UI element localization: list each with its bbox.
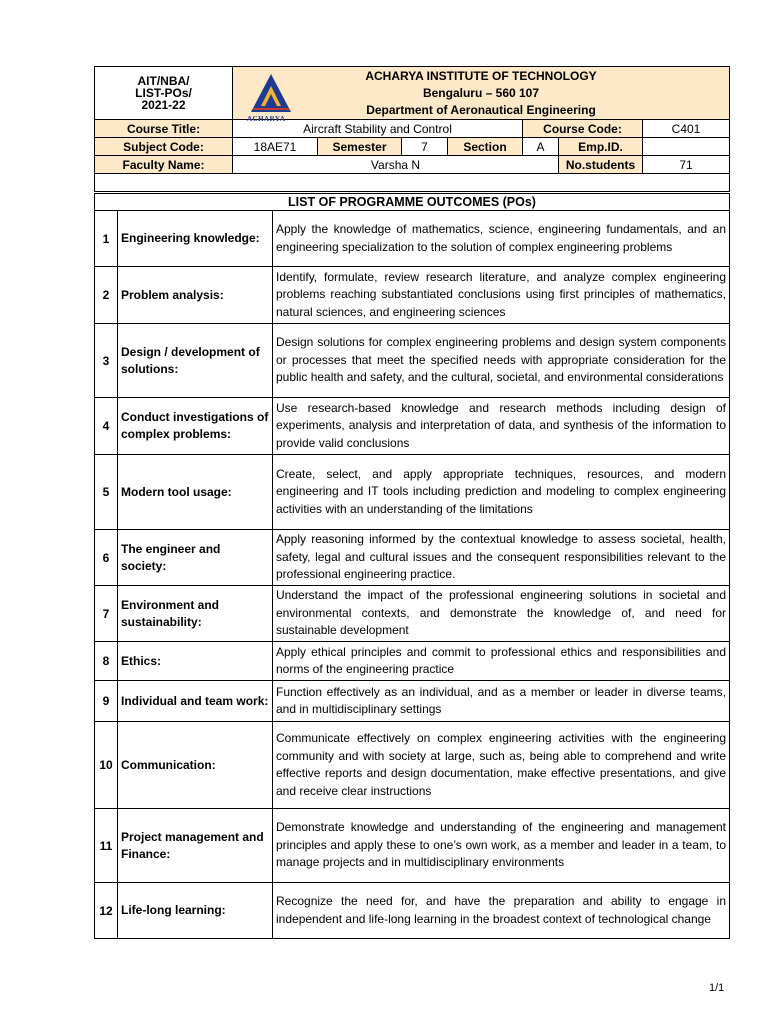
institute-city: Bengaluru – 560 107 bbox=[422, 85, 540, 100]
table-row: 1 Engineering knowledge: Apply the knowledge of mathematics, science, engineering fundamentals, and an engineering specialization to the solution of complex engineering problems bbox=[95, 211, 730, 267]
table-row: 6 The engineer and society: Apply reasoning informed by the contextual knowledge to assess societal, health, safety, legal and cultural issues and the consequent responsibilities relevant to the professional engineering practice. bbox=[95, 530, 730, 586]
faculty-name-value: Varsha N bbox=[233, 156, 559, 174]
semester-label: Semester bbox=[318, 138, 402, 156]
table-row: 3 Design / development of solutions: Design solutions for complex engineering problems and design system components or processes that meet the specified needs with appropriate consideration for the public health and safety, and the cultural, societal, and environmental considerations bbox=[95, 324, 730, 398]
table-row: 10 Communication: Communicate effectively on complex engineering activities with the engineering community and with society at large, such as, being able to comprehend and write effective reports and design documentation, make effective presentations, and give and receive clear instructions bbox=[95, 722, 730, 809]
course-code-value: C401 bbox=[643, 120, 730, 138]
table-row: 2 Problem analysis: Identify, formulate, review research literature, and analyze complex engineering problems reaching substantiated conclusions using first principles of mathematics, natural sciences, and engineering sciences bbox=[95, 267, 730, 324]
course-title-value: Aircraft Stability and Control bbox=[233, 120, 523, 138]
table-row: 4 Conduct investigations of complex problems: Use research-based knowledge and research methods including design of experiments, analysis and interpretation of data, and synthesis of the information to provide valid conclusions bbox=[95, 398, 730, 455]
programme-outcomes-table bbox=[94, 193, 730, 939]
institute-header bbox=[233, 67, 730, 123]
course-code-label: Course Code: bbox=[523, 120, 643, 138]
table-row: 7 Environment and sustainability: Understand the impact of the professional engineering solutions in societal and environmental contexts, and demonstrate the knowledge of, and need for sustainable development bbox=[95, 586, 730, 642]
faculty-name-label: Faculty Name: bbox=[95, 156, 233, 174]
emp-id-label: Emp.ID. bbox=[559, 138, 643, 156]
no-students-value: 71 bbox=[643, 156, 730, 174]
emp-id-value bbox=[643, 138, 730, 156]
section-title: LIST OF PROGRAMME OUTCOMES (POs) bbox=[95, 194, 730, 211]
course-header-table bbox=[94, 66, 730, 192]
institute-name: ACHARYA INSTITUTE OF TECHNOLOGY bbox=[365, 68, 597, 83]
subject-code-value: 18AE71 bbox=[233, 138, 318, 156]
department-name: Department of Aeronautical Engineering bbox=[366, 102, 596, 117]
page-number: 1/1 bbox=[709, 982, 725, 994]
document-code: AIT/NBA/ LIST-POs/ 2021-22 bbox=[95, 67, 233, 120]
table-row: 9 Individual and team work: Function effectively as an individual, and as a member or leader in diverse teams, and in multidisciplinary settings bbox=[95, 681, 730, 722]
spacer-row bbox=[95, 174, 730, 192]
semester-value: 7 bbox=[402, 138, 448, 156]
section-value: A bbox=[523, 138, 559, 156]
section-label: Section bbox=[448, 138, 523, 156]
table-row: 8 Ethics: Apply ethical principles and commit to professional ethics and responsibilities and norms of the engineering practice bbox=[95, 642, 730, 681]
logo-text: ACHARYA bbox=[247, 115, 286, 123]
no-students-label: No.students bbox=[559, 156, 643, 174]
table-row: 5 Modern tool usage: Create, select, and apply appropriate techniques, resources, and modern engineering and IT tools including prediction and modeling to complex engineering activities with an understanding of the limitations bbox=[95, 455, 730, 530]
subject-code-label: Subject Code: bbox=[95, 138, 233, 156]
course-title-label: Course Title: bbox=[95, 120, 233, 138]
table-row: 11 Project management and Finance: Demonstrate knowledge and understanding of the engineering and management principles and apply these to one’s own work, as a member and leader in a team, to manage projects and in multidisciplinary environments bbox=[95, 809, 730, 883]
table-row: 12 Life-long learning: Recognize the need for, and have the preparation and ability to engage in independent and life-long learning in the broadest context of technological change bbox=[95, 883, 730, 939]
